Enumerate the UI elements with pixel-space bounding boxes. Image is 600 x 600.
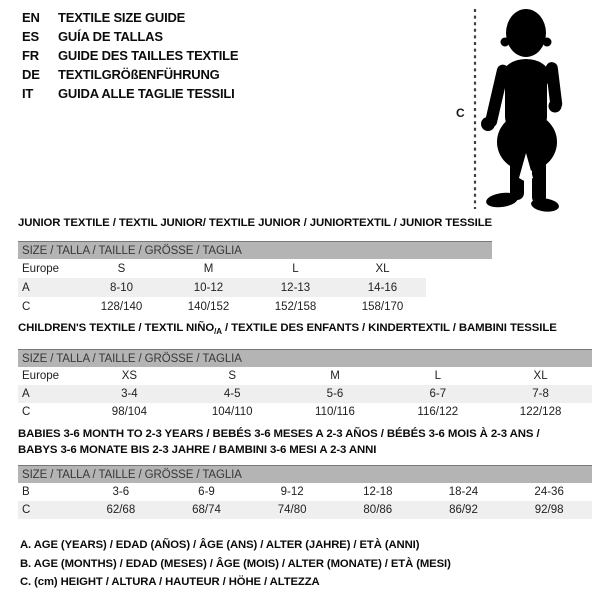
toddler-silhouette-icon	[479, 6, 599, 216]
size-header-bar: SIZE / TALLA / TAILLE / GRÖSSE / TAGLIA	[18, 465, 592, 483]
age-cell: 6-7	[429, 388, 447, 400]
table-row-height	[18, 297, 426, 316]
months-cell: 6-9	[198, 486, 215, 498]
size-header-bar: SIZE / TALLA / TAILLE / GRÖSSE / TAGLIA	[18, 241, 492, 259]
height-cell: 140/152	[187, 300, 230, 313]
height-cell: 68/74	[192, 504, 221, 516]
language-code: EN	[22, 10, 40, 25]
age-cell: 7-8	[532, 388, 549, 400]
language-title-list	[22, 8, 238, 103]
legend-footnotes	[20, 536, 451, 592]
table-row-height	[18, 501, 592, 519]
figure-height-label: C	[456, 106, 465, 120]
language-code: FR	[22, 48, 39, 63]
language-code: ES	[22, 29, 39, 44]
size-cell: M	[330, 370, 340, 382]
age-cell: 14-16	[367, 281, 398, 294]
height-cell: 122/128	[519, 406, 562, 418]
row-label: A	[22, 281, 30, 294]
language-title: TEXTILE SIZE GUIDE	[58, 10, 186, 25]
table-row-age	[18, 385, 592, 403]
footnote-age-years: A. AGE (YEARS) / EDAD (AÑOS) / ÂGE (ANS) / ALTER (JAHRE) / ETÀ (ANNI)	[20, 539, 420, 551]
children-size-table	[18, 367, 592, 421]
row-label: C	[22, 300, 31, 313]
language-title: GUIDA ALLE TAGLIE TESSILI	[58, 86, 235, 101]
age-cell: 10-12	[193, 281, 224, 294]
language-code: DE	[22, 67, 40, 82]
size-cell: M	[203, 262, 214, 275]
row-label: C	[22, 406, 31, 418]
row-label: Europe	[22, 370, 60, 382]
language-title: GUIDE DES TAILLES TEXTILE	[58, 48, 239, 63]
title-text: CHILDREN'S TEXTILE / TEXTIL NIÑO	[18, 322, 215, 334]
height-cell: 80/86	[363, 504, 393, 516]
junior-size-table	[18, 259, 426, 316]
table-row-height	[18, 403, 592, 421]
row-label: Europe	[22, 262, 60, 275]
age-cell: 12-13	[280, 281, 311, 294]
row-label: A	[22, 388, 30, 400]
months-cell: 18-24	[448, 486, 479, 498]
babies-table-title-line2: BABYS 3-6 MONATE BIS 2-3 JAHRE / BAMBINI 3-6 MESI A 2-3 ANNI	[18, 444, 377, 456]
age-cell: 8-10	[109, 281, 134, 294]
dashed-height-line	[472, 8, 478, 210]
size-header-bar: SIZE / TALLA / TAILLE / GRÖSSE / TAGLIA	[18, 349, 592, 367]
table-row-europe	[18, 259, 426, 278]
size-cell: XL	[533, 370, 548, 382]
height-cell: 98/104	[111, 406, 147, 418]
height-cell: 158/170	[361, 300, 404, 313]
language-row-de	[22, 65, 238, 84]
footnote-age-months: B. AGE (MONTHS) / EDAD (MESES) / ÂGE (MOIS) / ALTER (MONATE) / ETÀ (MESI)	[20, 557, 451, 570]
language-code: IT	[22, 86, 34, 101]
language-row-en	[22, 8, 238, 27]
size-cell: L	[292, 262, 299, 275]
age-cell: 5-6	[326, 388, 344, 400]
height-cell: 92/98	[534, 504, 564, 516]
height-cell: 152/158	[274, 300, 317, 313]
height-cell: 104/110	[211, 406, 253, 418]
babies-table-title-line1: BABIES 3-6 MONTH TO 2-3 YEARS / BEBÉS 3-6 MESES A 2-3 AÑOS / BÉBÉS 3-6 MOIS À 2-3 ANS /	[18, 428, 540, 440]
size-cell: S	[117, 262, 126, 275]
size-cell: XS	[121, 370, 138, 382]
junior-table-title: JUNIOR TEXTILE / TEXTIL JUNIOR/ TEXTILE JUNIOR / JUNIORTEXTIL / JUNIOR TESSILE	[18, 217, 493, 229]
size-cell: S	[228, 370, 237, 382]
table-row-europe	[18, 367, 592, 385]
table-row-months	[18, 483, 592, 501]
height-cell: 116/122	[417, 406, 459, 418]
junior-textile-section	[18, 217, 492, 316]
children-textile-section	[18, 322, 592, 421]
table-row-age	[18, 278, 426, 297]
row-label: B	[22, 486, 30, 498]
language-title: TEXTILGRÖßENFÜHRUNG	[58, 67, 220, 82]
title-subscript: /A	[214, 327, 222, 336]
height-cell: 128/140	[100, 300, 143, 313]
language-row-fr	[22, 46, 238, 65]
children-table-title	[18, 322, 592, 338]
language-title: GUÍA DE TALLAS	[58, 29, 163, 44]
language-row-it	[22, 84, 238, 103]
language-row-es	[22, 27, 238, 46]
title-text: / TEXTILE DES ENFANTS / KINDERTEXTIL / BAMBINI TESSILE	[221, 322, 557, 334]
months-cell: 24-36	[534, 486, 564, 498]
height-cell: 110/116	[315, 406, 355, 418]
height-cell: 86/92	[449, 504, 478, 516]
size-cell: XL	[375, 262, 390, 275]
babies-size-table	[18, 483, 592, 519]
months-cell: 9-12	[280, 486, 304, 498]
age-cell: 4-5	[223, 388, 241, 400]
footnote-height-cm: C. (cm) HEIGHT / ALTURA / HAUTEUR / HÖHE / ALTEZZA	[20, 576, 320, 588]
row-label: C	[22, 504, 31, 516]
height-cell: 62/68	[106, 504, 136, 516]
months-cell: 3-6	[112, 486, 130, 498]
height-cell: 74/80	[277, 504, 307, 516]
babies-textile-section	[18, 426, 592, 519]
size-cell: L	[434, 370, 441, 382]
age-cell: 3-4	[121, 388, 138, 400]
months-cell: 12-18	[363, 486, 393, 498]
